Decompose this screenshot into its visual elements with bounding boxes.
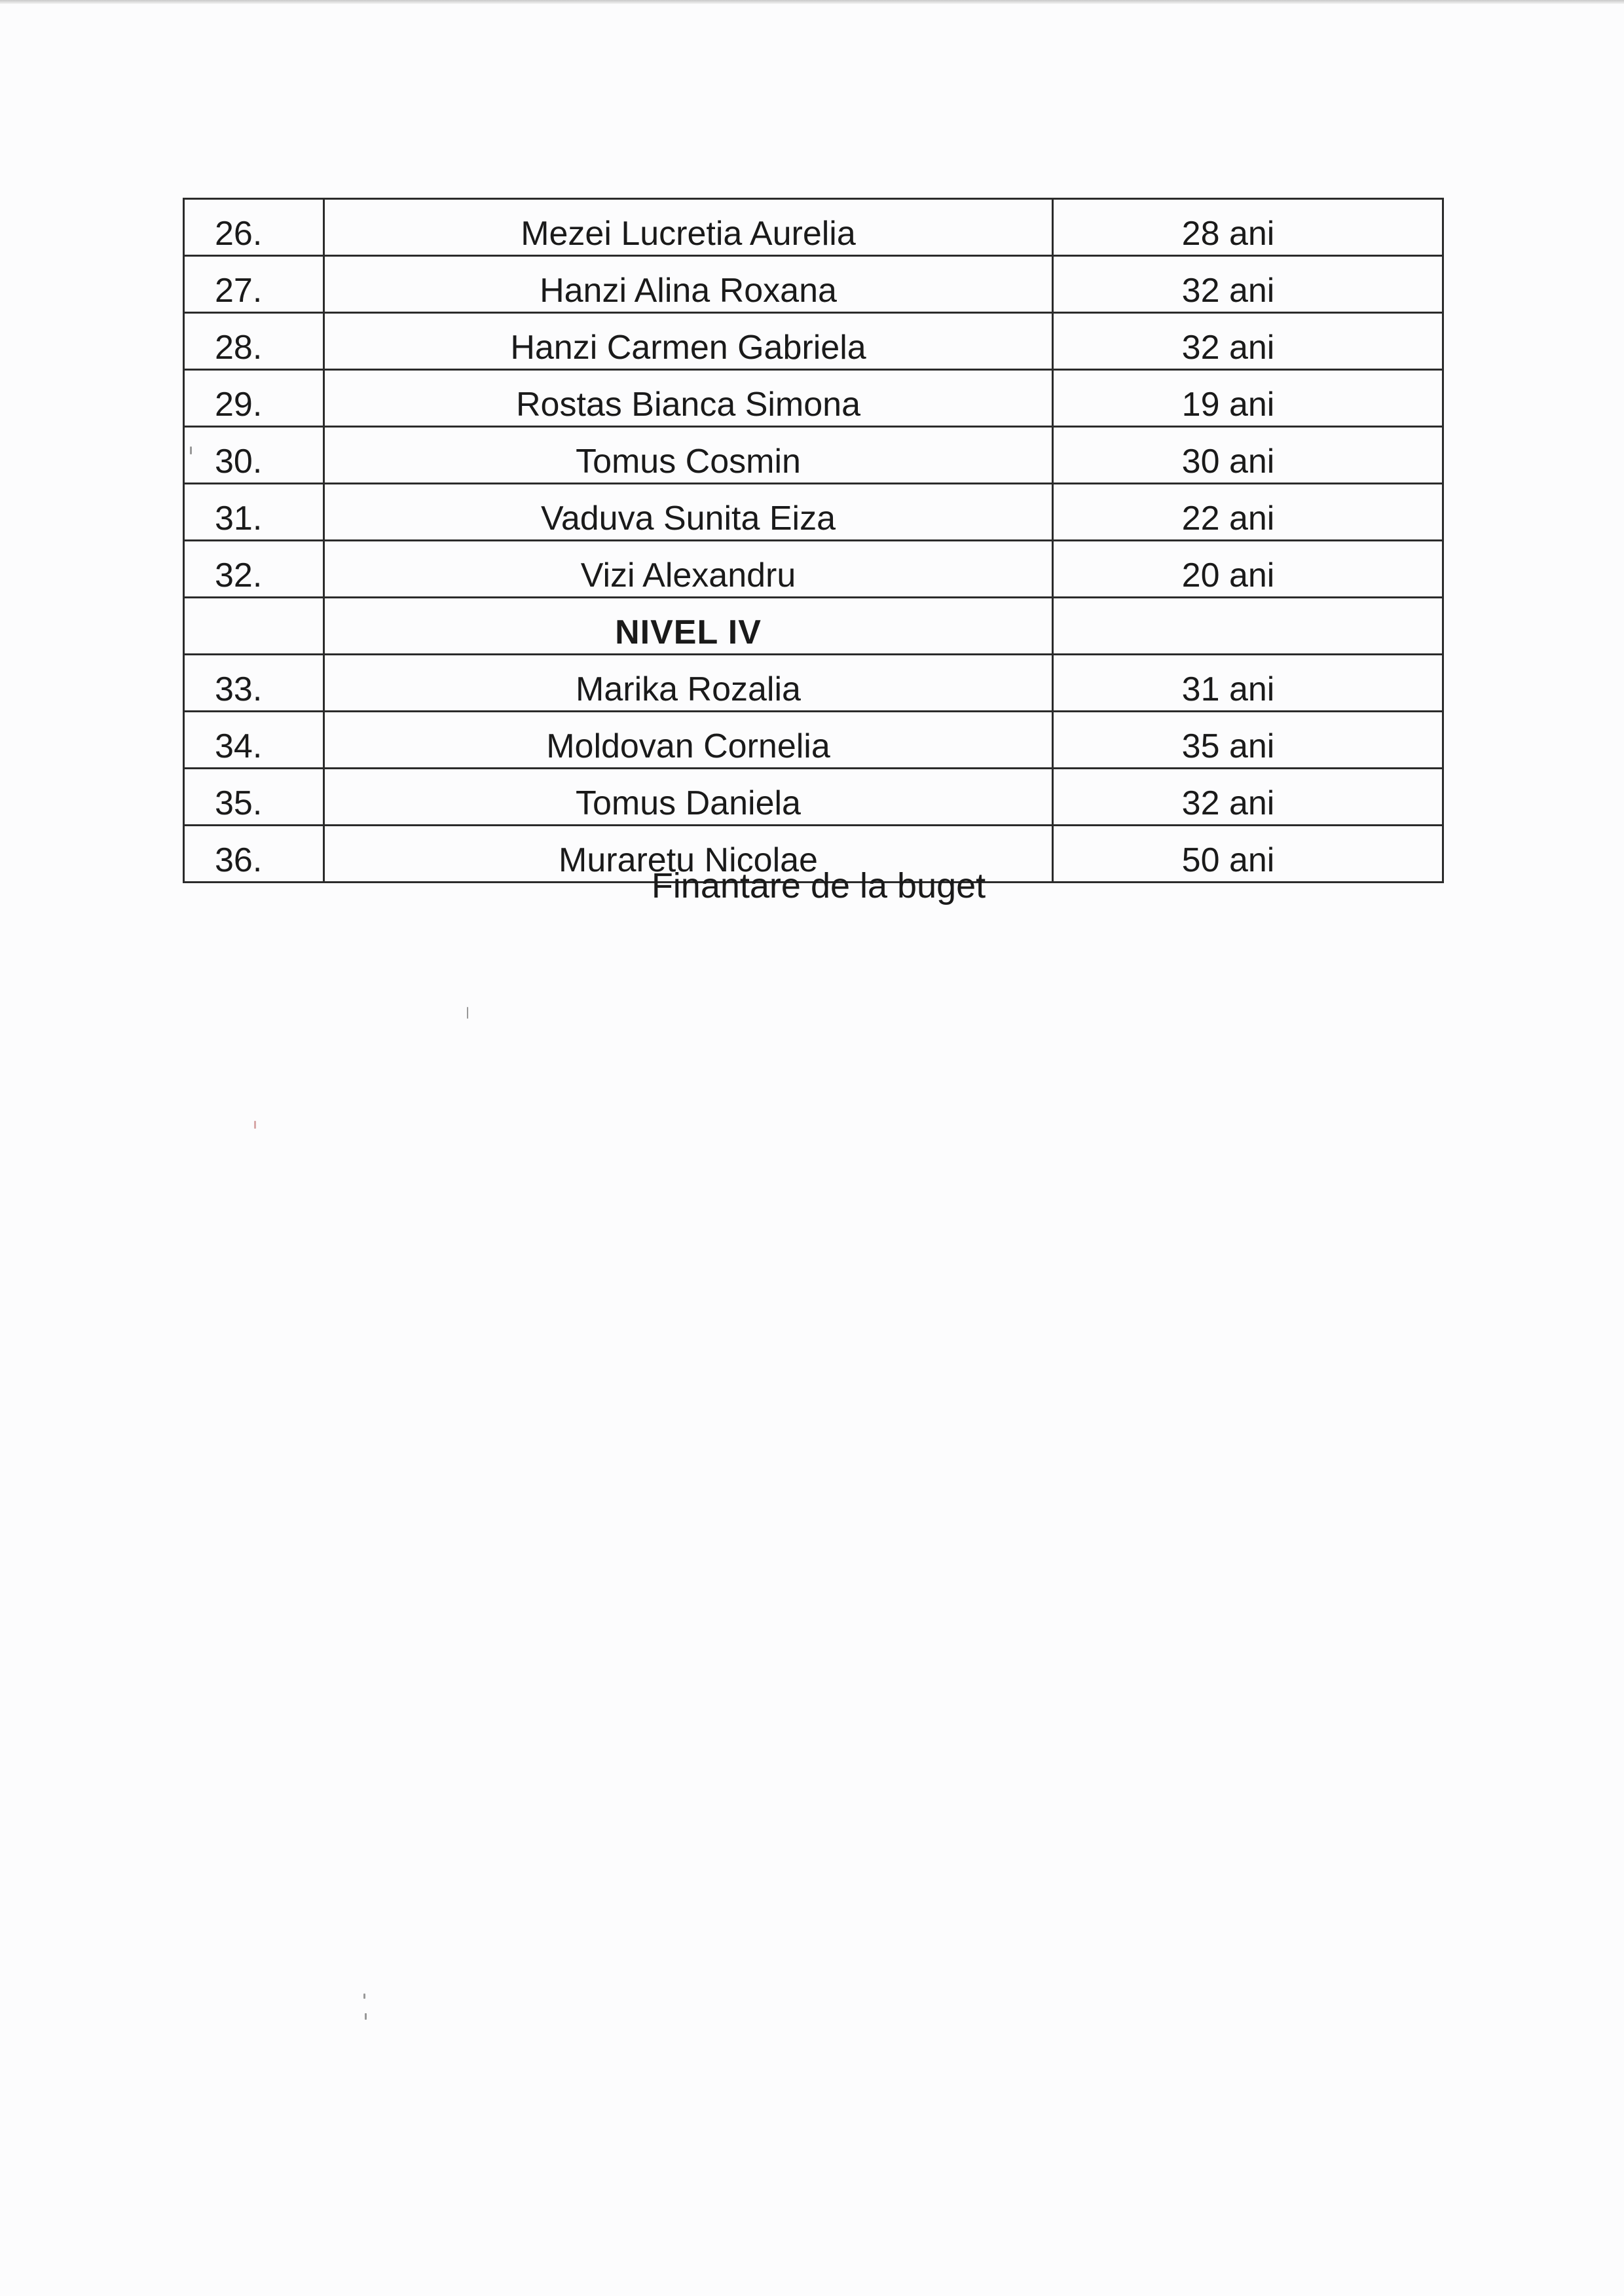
row-number: 33. [184,655,324,712]
person-age: 31 ani [1053,655,1443,712]
participants-table [183,198,1444,883]
scan-speck [190,446,192,454]
person-name: Tomus Daniela [324,769,1053,826]
row-number: 29. [184,370,324,427]
table-row [184,655,1443,712]
row-number: 28. [184,313,324,370]
table-row [184,712,1443,769]
table-row [184,370,1443,427]
row-number: 26. [184,199,324,256]
person-age: 50 ani [1053,826,1443,883]
level-heading-row [184,598,1443,655]
level-heading: NIVEL IV [324,598,1053,655]
table-row [184,769,1443,826]
person-name: Muraretu Nicolae [324,826,1053,883]
row-number: 27. [184,256,324,313]
table-row [184,541,1443,598]
row-number: 30. [184,427,324,484]
row-number: 36. [184,826,324,883]
scan-speck [365,2013,367,2020]
table-row [184,199,1443,256]
person-age: 30 ani [1053,427,1443,484]
person-age: 35 ani [1053,712,1443,769]
person-age: 28 ani [1053,199,1443,256]
person-age: 20 ani [1053,541,1443,598]
scan-top-edge [0,0,1624,4]
empty-cell [1053,598,1443,655]
person-name: Mezei Lucretia Aurelia [324,199,1053,256]
person-name: Rostas Bianca Simona [324,370,1053,427]
person-name: Vaduva Sunita Eiza [324,484,1053,541]
person-name: Hanzi Carmen Gabriela [324,313,1053,370]
person-name: Tomus Cosmin [324,427,1053,484]
person-age: 19 ani [1053,370,1443,427]
person-name: Hanzi Alina Roxana [324,256,1053,313]
person-name: Marika Rozalia [324,655,1053,712]
row-number: 34. [184,712,324,769]
funding-note: Finantare de la buget [651,866,986,905]
table-row [184,256,1443,313]
person-age: 32 ani [1053,256,1443,313]
row-number: 32. [184,541,324,598]
scan-speck [363,1994,365,1999]
table-row [184,427,1443,484]
row-number: 31. [184,484,324,541]
scan-speck [254,1121,256,1129]
person-age: 32 ani [1053,313,1443,370]
empty-cell [184,598,324,655]
scan-speck [467,1007,468,1019]
row-number: 35. [184,769,324,826]
table-row [184,484,1443,541]
person-age: 22 ani [1053,484,1443,541]
table-row [184,313,1443,370]
person-name: Moldovan Cornelia [324,712,1053,769]
person-name: Vizi Alexandru [324,541,1053,598]
person-age: 32 ani [1053,769,1443,826]
